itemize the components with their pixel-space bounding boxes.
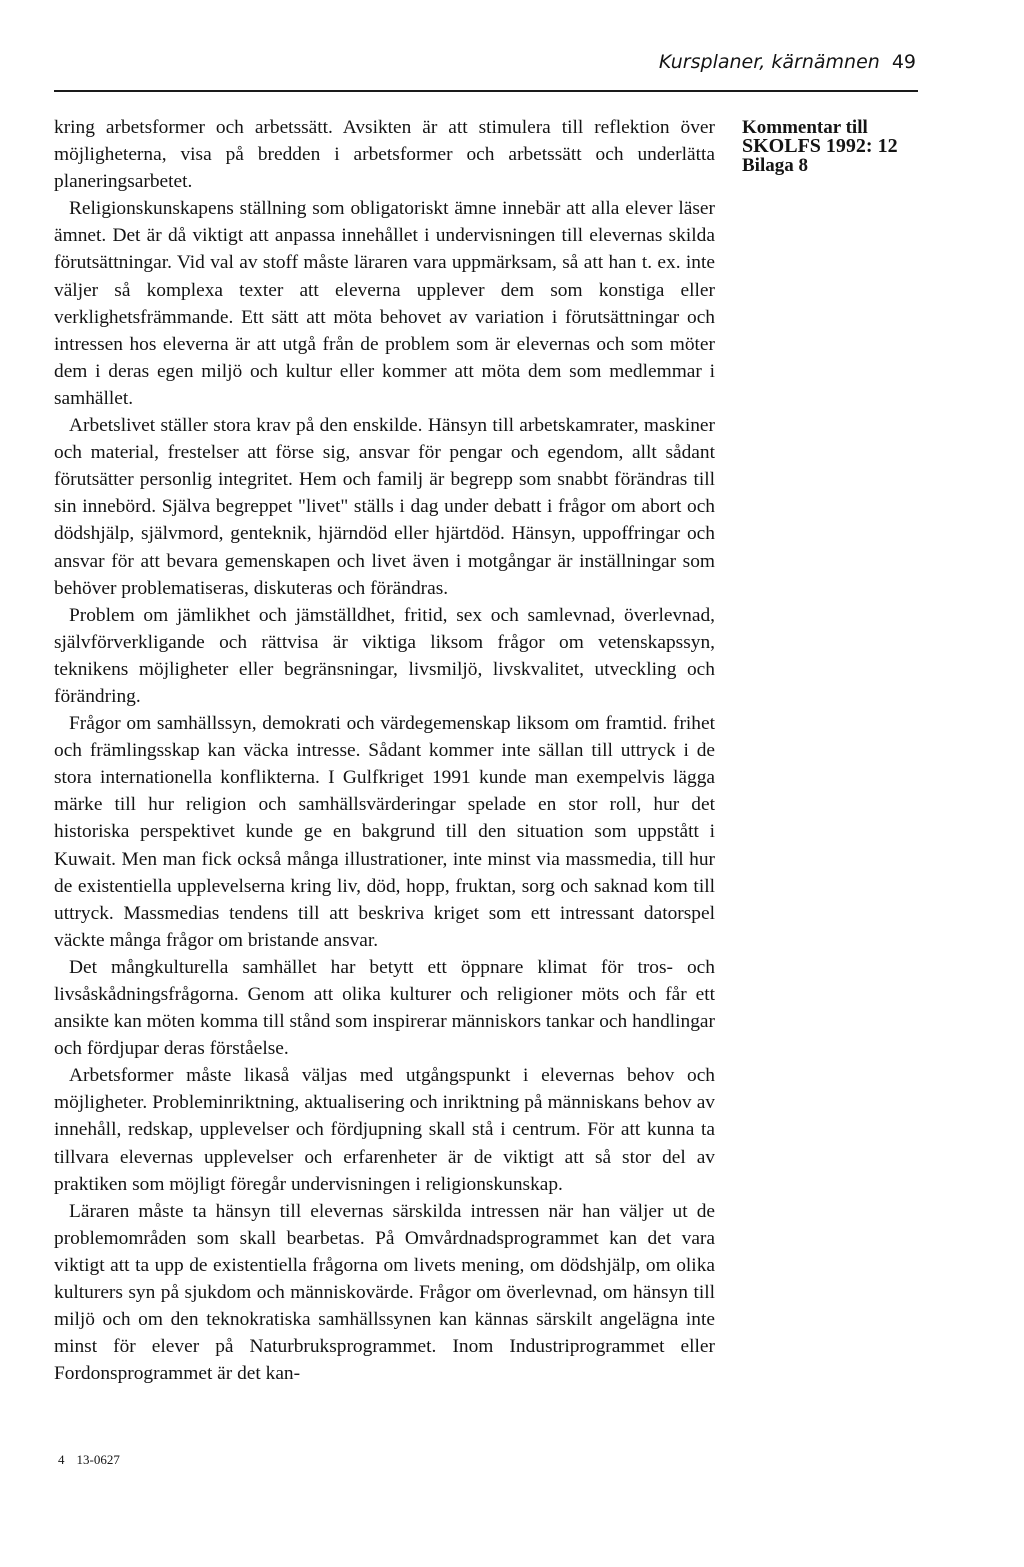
margin-note-line-2: SKOLFS 1992: 12	[742, 135, 898, 157]
paragraph: Arbetsformer måste likaså väljas med utgångspunkt i elevernas behov och möjligheter. Probleminriktning, aktualisering och inriktning på människans behov av innehåll, redskap, upplevelser och fördjupning skall stå i centrum. För att kunna ta tillvara elevernas upplevelser och erfarenheter är de viktigt att så stor del av praktiken som möjligt föregår undervisningen i religionskunskap.	[54, 1065, 715, 1195]
margin-note-line-3: Bilaga 8	[742, 155, 808, 176]
paragraph: Problem om jämlikhet och jämställdhet, fritid, sex och samlevnad, överlevnad, självförverkligande och rättvisa är viktiga liksom frågor om vetenskapssyn, teknikens möjligheter eller begränsningar, livsmiljö, livskvalitet, utveckling och förändring.	[54, 604, 715, 707]
paragraph: Det mångkulturella samhället har betytt ett öppnare klimat för tros- och livsåskådningsfrågorna. Genom att olika kulturer och religioner möts och får ett ansikte kan möten komma till stånd som inspirerar människors tankar och handlingar och fördjupar deras förståelse.	[54, 956, 715, 1060]
paragraph: Religionskunskapens ställning som obligatoriskt ämne innebär att alla elever läser ämnet. Det är då viktigt att anpassa innehållet i undervisningen till elevernas skilda förutsättningar. Vid val av stoff måste läraren vara uppmärksam, så att han t. ex. inte väljer så komplexa texter att eleverna upplever dem som konstiga eller verklighetsfrämmande. Ett sätt att möta behovet av variation i förutsättningar och intressen hos eleverna är att utgå från de problem som är elevernas och som möter dem i deras egen miljö och kultur eller kommer att möta dem som medlemmar i samhället.	[54, 198, 715, 409]
page-number: 49	[891, 51, 916, 73]
running-header	[659, 50, 916, 74]
header-rule	[54, 90, 918, 92]
body-text	[54, 114, 715, 1387]
paragraph: Läraren måste ta hänsyn till elevernas särskilda intressen när han väljer ut de problemområden som skall bearbetas. På Omvårdnadsprogrammet kan det vara viktigt att ta upp de existentiella frågorna om livets mening, om dödshjälp, om olika kulturers syn på sjukdom och människovärde. Frågor om överlevnad, om hänsyn till miljö och om den teknokratiska samhällssynen kan kännas särskilt angelägna inte minst för elever på Naturbruksprogrammet. Inom Industriprogrammet eller Fordonsprogrammet är det kan-	[54, 1200, 715, 1385]
margin-note-line-1: Kommentar till	[742, 117, 868, 138]
paragraph: Arbetslivet ställer stora krav på den enskilde. Hänsyn till arbetskamrater, maskiner och material, frestelser att förse sig, ansvar för pengar och egendom, allt sådant förutsätter personlig integritet. Hem och familj är begrepp som snabbt förändras till sin innebörd. Själva begreppet "livet" ställs i dag under debatt i frågor om abort och dödshjälp, självmord, genteknik, hjärndöd eller hjärtdöd. Hänsyn, uppoffringar och ansvar för att bevara gemenskapen och livet även i motgångar är inställningar som behöver problematiseras, diskuteras och förändras.	[54, 415, 715, 599]
print-footer	[58, 1452, 120, 1468]
paragraph: kring arbetsformer och arbetssätt. Avsikten är att stimulera till reflektion över möjligheterna, visa på bredden i arbetsformer och arbetssätt och underlätta planeringsarbetet.	[54, 117, 715, 193]
section-title: Kursplaner, kärnämnen	[658, 51, 880, 73]
margin-note	[742, 118, 912, 175]
print-code: 13-0627	[76, 1452, 120, 1467]
paragraph: Frågor om samhällssyn, demokrati och värdegemenskap liksom om framtid. frihet och främlingsskap kan väcka intresse. Sådant kommer inte sällan till uttryck i de stora internationella konflikterna. I Gulfkriget 1991 kunde man exempelvis lägga märke till hur religion och samhällsvärderingar spelade en stor roll, hur det historiska perspektivet kunde ge en bakgrund till den situation som uppstått i Kuwait. Men man fick också många illustrationer, inte minst via massmedia, till hur de existentiella upplevelserna kring liv, död, hopp, fruktan, sorg och saknad kom till uttryck. Massmedias tendens till att beskriva kriget som ett intressant datorspel väckte många frågor om bristande ansvar.	[54, 713, 715, 951]
sheet-number: 4	[58, 1452, 65, 1467]
